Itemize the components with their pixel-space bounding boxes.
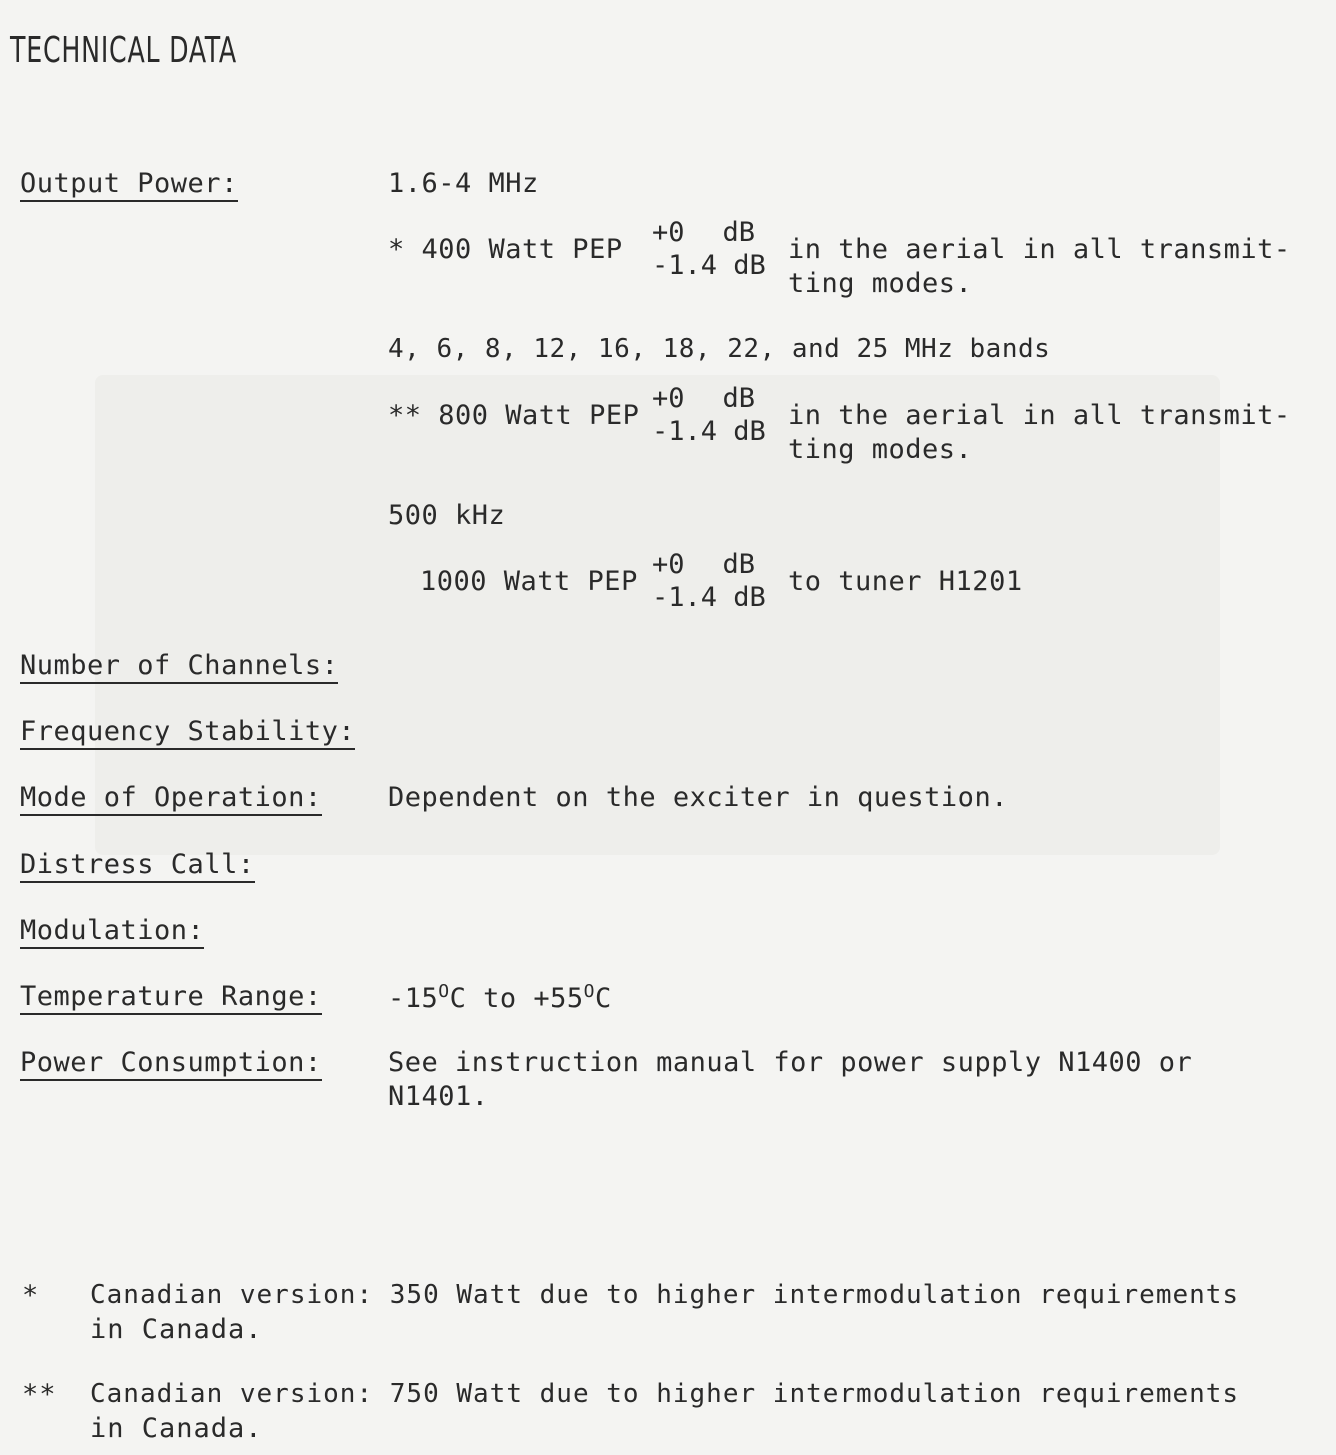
footnote-2-mark: ** [22,1379,57,1410]
label-distress-call: Distress Call: [20,849,255,883]
footnote-2-line1: Canadian version: 750 Watt due to higher intermodulation requirements [90,1379,1240,1409]
band1-aerial-1: in the aerial in all transmit- [788,234,1291,265]
label-channels: Number of Channels: [20,650,338,684]
band-1-6-4mhz: 1.6-4 MHz [388,168,539,199]
band1-tolerance: +0 dB -1.4 dB [652,217,766,281]
power-value-line2: N1401. [388,1081,489,1112]
label-output-power: Output Power: [20,168,238,202]
mode-value: Dependent on the exciter in question. [388,782,1008,813]
temperature-value: $-15^OC$ to $+55^OC$ [388,981,612,1014]
band2-aerial-1: in the aerial in all transmit- [788,400,1291,431]
label-mode-of-operation: Mode of Operation: [20,782,322,816]
footnote-1-mark: * [22,1280,40,1311]
footnote-1-line1: Canadian version: 350 Watt due to higher intermodulation requirements [90,1280,1240,1310]
label-modulation: Modulation: [20,915,204,949]
footnote-2-line2: in Canada. [90,1413,263,1444]
band-500khz: 500 kHz [388,500,506,531]
band2-power: ** 800 Watt PEP [388,400,640,431]
label-temperature-range: Temperature Range: [20,981,322,1015]
band2-tolerance: +0 dB -1.4 dB [652,383,766,447]
band3-power: 1000 Watt PEP [420,566,638,597]
band2-aerial-2: ting modes. [788,434,973,465]
footnote-1-line2: in Canada. [90,1314,263,1345]
band1-power: * 400 Watt PEP [388,234,623,265]
band3-tuner: to tuner H1201 [788,566,1023,597]
band-list: 4, 6, 8, 12, 16, 18, 22, and 25 MHz bands [388,334,1051,364]
label-frequency-stability: Frequency Stability: [20,716,355,750]
band1-aerial-2: ting modes. [788,268,973,299]
label-power-consumption: Power Consumption: [20,1047,322,1081]
power-value-line1: See instruction manual for power supply N1400 or [388,1047,1193,1078]
band3-tolerance: +0 dB -1.4 dB [652,549,766,613]
page-title: TECHNICAL DATA [10,30,237,71]
